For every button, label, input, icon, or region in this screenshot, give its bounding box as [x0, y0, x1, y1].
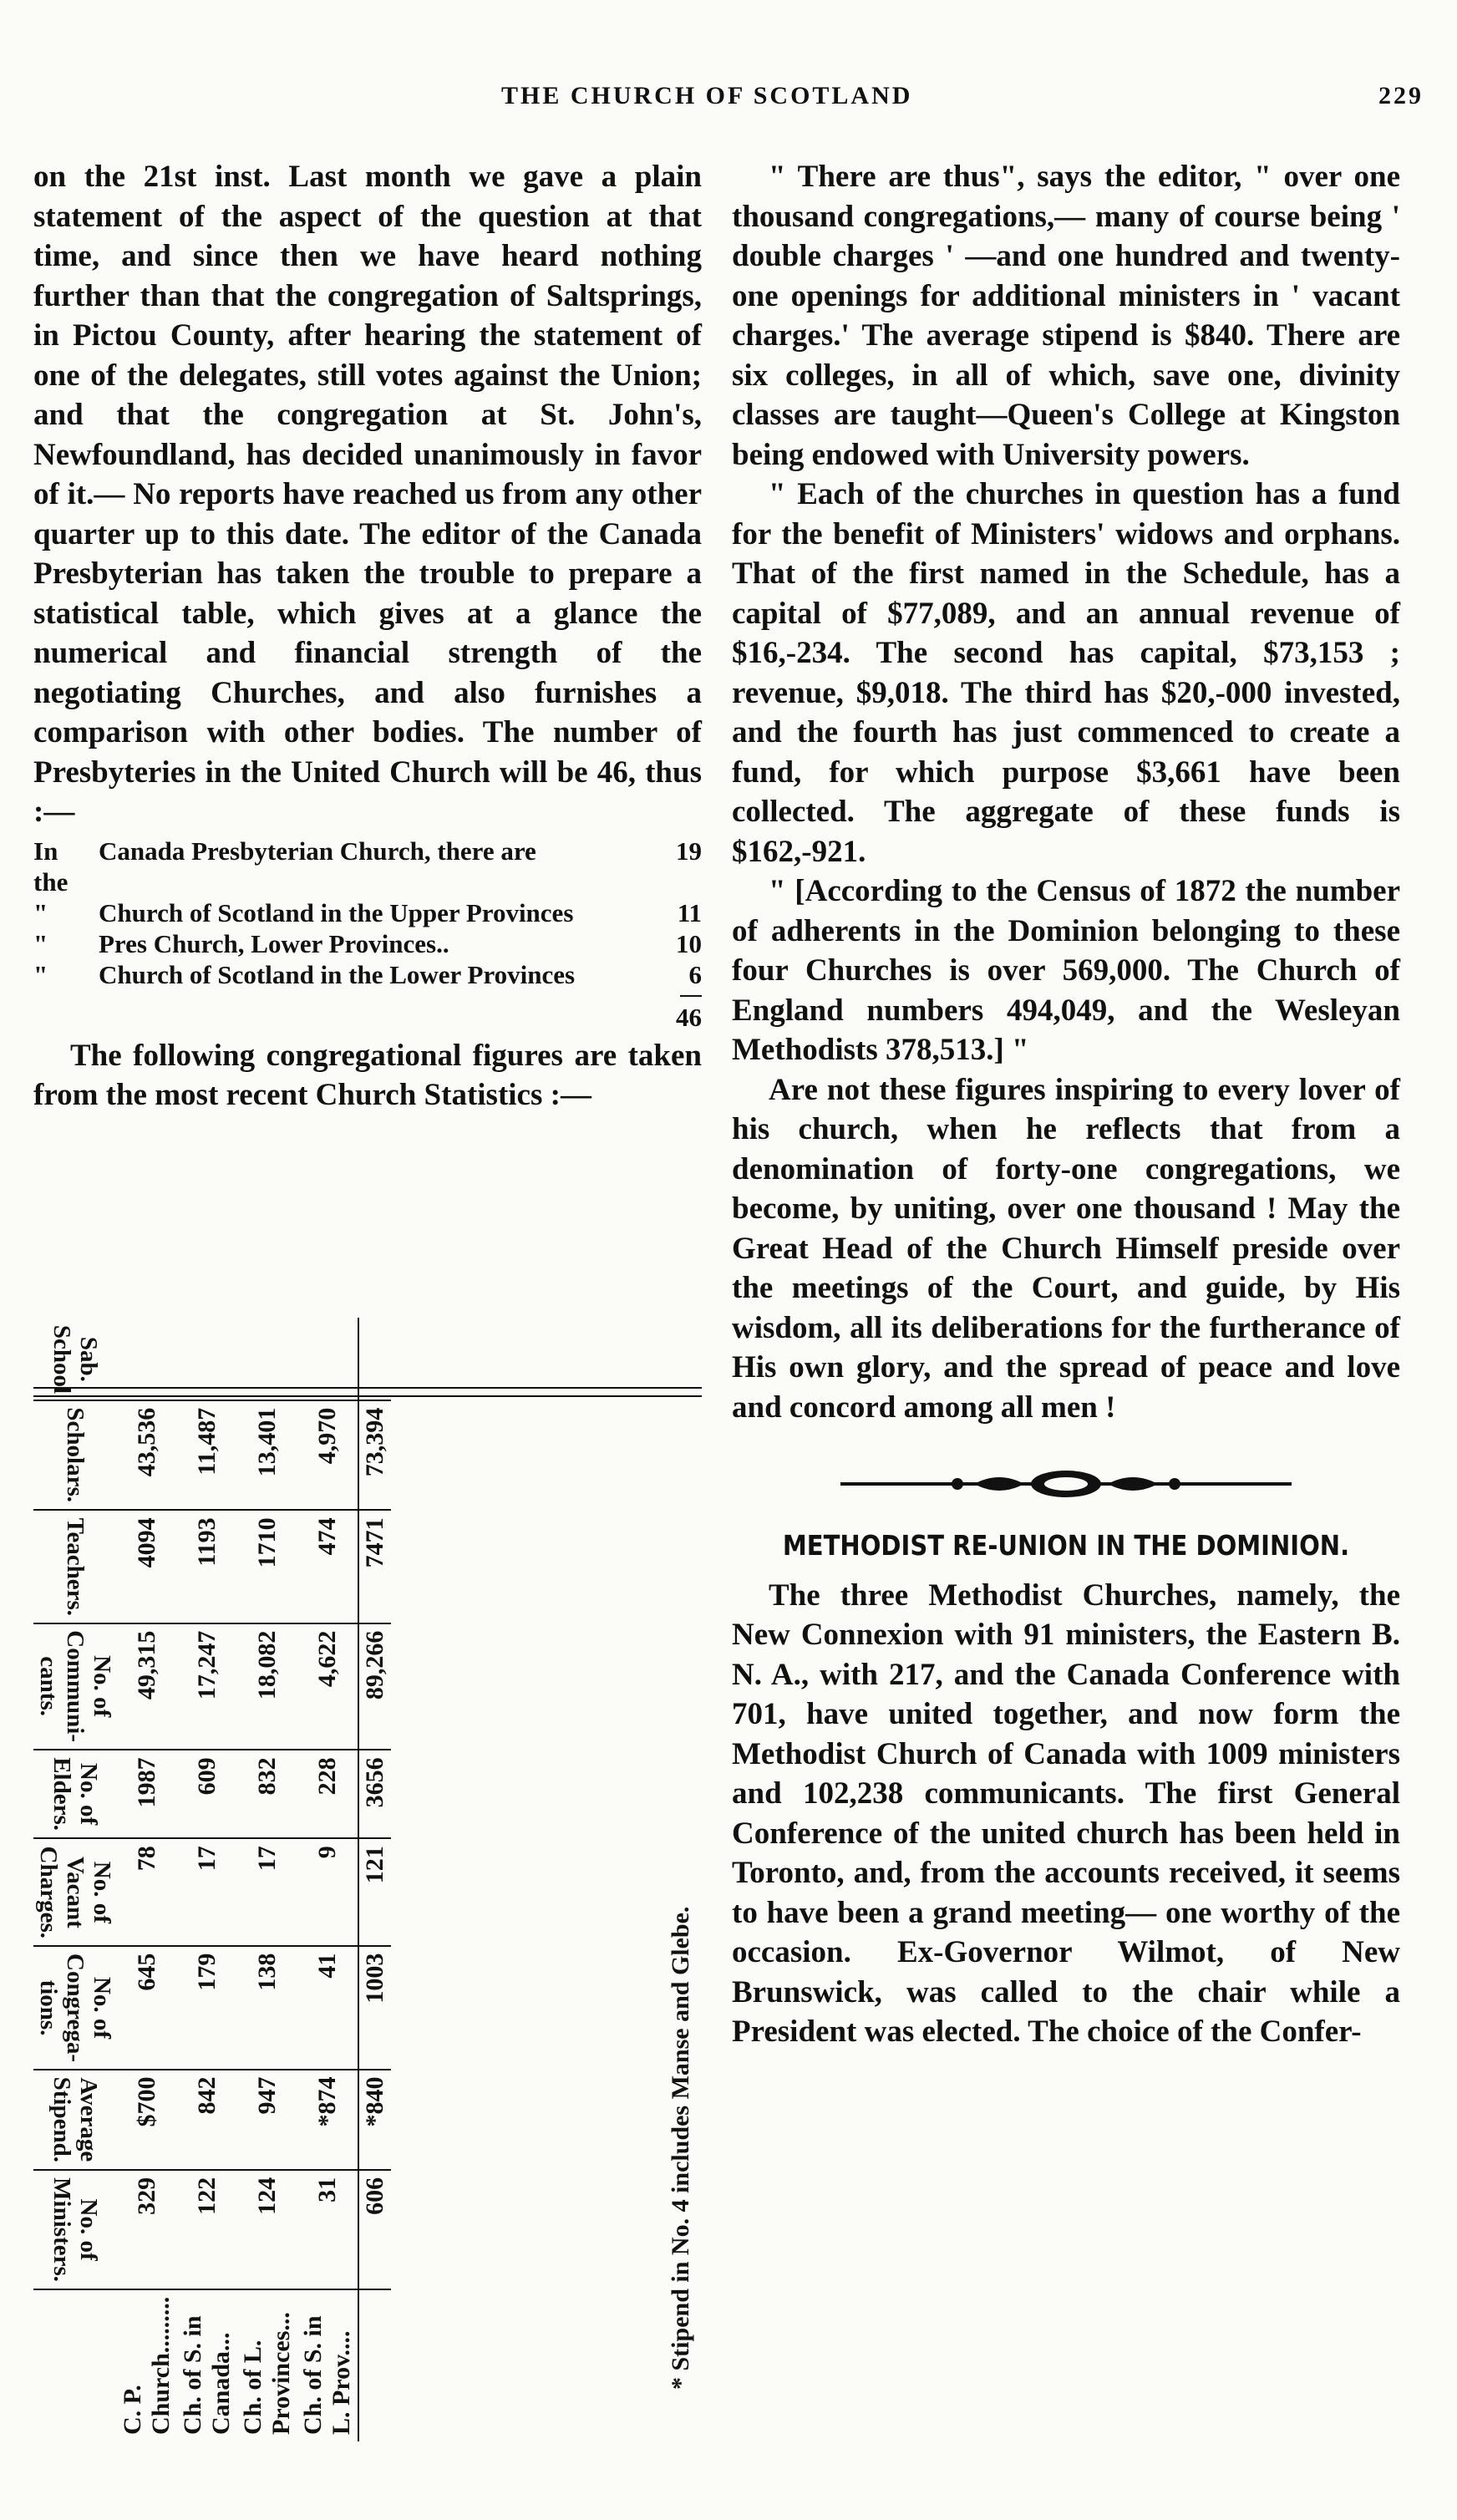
table-row: C. P. Church......... 329 $700 645 78 1987 49,315 4094 43,536 [117, 1318, 177, 2441]
column-header: No. of Vacant Charges. [33, 1838, 117, 1945]
statistics-table [33, 1324, 702, 2456]
running-title: THE CHURCH OF SCOTLAND [501, 82, 913, 109]
column-header: Average Stipend. [33, 2070, 117, 2170]
rotated-table [33, 1324, 668, 2441]
paragraph: The three Methodist Churches, namely, the New Connexion with 91 ministers, the Eastern B. N. A., with 217, and the Canada Conference with 701, have united together, and now form the Methodist Church of Canada with 1009 ministers and 102,238 communicants. The first General Conference of the united church has been held in Toronto, and, from the accounts received, it seems to have been a grand meeting— one worthy of the occasion. Ex-Governor Wilmot, of New Brunswick, was called to the chair while a President was elected. The choice of the Confer- [732, 1578, 1400, 2049]
paragraph: " Each of the churches in question has a fund for the benefit of Ministers' widows and orphans. That of the first named in the Schedule, has a capital of $77,089, and an annual revenue of $16,-234. The second has capital, $73,153 ; revenue, $9,018. The third has $20,-000 invested, and the fourth has just commenced to create a fund, for which purpose $3,661 have been collected. The aggregate of these funds is $162,-921. [732, 477, 1400, 869]
presbytery-row: In the Canada Presbyterian Church, there are 19 [33, 836, 702, 897]
paragraph: The following congregational figures are taken from the most recent Church Statistics :— [33, 1038, 702, 1112]
ornament-divider [732, 1467, 1400, 1501]
totals-row: 606 *840 1003 121 3656 89,266 7471 73,394 [358, 1318, 391, 2441]
column-header: No. of Elders. [33, 1750, 117, 1838]
table-row: Ch. of L. Provinces... 124 947 138 17 832 18,082 1710 13,401 [237, 1318, 297, 2441]
row-label: C. P. Church......... [119, 2296, 175, 2435]
sum-rule [680, 995, 702, 997]
presbytery-row: " Pres Church, Lower Provinces.. 10 [33, 928, 702, 958]
row-label: Ch. of L. Provinces... [239, 2312, 295, 2435]
presbytery-list [33, 836, 702, 1033]
right-column [732, 157, 1400, 2052]
group-header: Sab. School [33, 1318, 117, 1400]
page-number: 229 [1378, 82, 1424, 109]
paragraph: " There are thus", says the editor, " over one thousand congregations,— many of course being ' double charges ' —and one hundred and twenty-one openings for additional ministers in ' vacant charges.' The average stipend is $840. There are six colleges, in all of which, save one, divinity classes are taught—Queen's College at Kingston being endowed with University powers. [732, 160, 1400, 472]
paragraph: on the 21st inst. Last month we gave a plain statement of the aspect of the question at that time, and since then we have heard nothing further than that the congregation of Saltsprings, in Pictou County, after hearing the statement of one of the delegates, still votes against the Union; and that the congregation at St. John's, Newfoundland, has decided unanimously in favor of it.— No reports have reached us from any other quarter up to this date. The editor of the Canada Presbyterian has taken the trouble to prepare a statistical table, which gives at a glance the numerical and financial strength of the negotiating Churches, and also furnishes a comparison with other bodies. The number of Presbyteries in the United Church will be 46, thus :— [33, 160, 702, 829]
column-header: Scholars. [33, 1400, 117, 1511]
table-footnote [667, 1571, 713, 2390]
table-row: Ch. of S. in L. Prov.... 31 *874 41 9 228 4,622 474 4,970 [297, 1318, 358, 2441]
table-header-row [33, 1318, 117, 2441]
column-header: No. of Congrega-tions. [33, 1946, 117, 2070]
column-header: No. of Communi-cants. [33, 1623, 117, 1750]
row-label: Ch. of S. in L. Prov.... [299, 2315, 355, 2435]
column-header: Teachers. [33, 1510, 117, 1623]
table-row: Ch. of S. in Canada... 122 842 179 17 609 17,247 1193 11,487 [177, 1318, 237, 2441]
presbyteries-total: 46 [676, 1002, 702, 1032]
presbytery-row: " Church of Scotland in the Upper Provinces 11 [33, 897, 702, 927]
row-label: Ch. of S. in Canada... [179, 2315, 235, 2435]
section-heading: METHODIST RE-UNION IN THE DOMINION. [782, 1529, 1350, 1562]
column-header: No. of Ministers. [33, 2170, 117, 2289]
presbytery-row: " Church of Scotland in the Lower Provinces 6 [33, 959, 702, 989]
paragraph: " [According to the Census of 1872 the number of adherents in the Dominion belonging to these four Churches is over 569,000. The Church of England numbers 494,049, and the Wesleyan Methodists 378,513.] " [732, 874, 1400, 1067]
left-column [33, 157, 702, 1115]
paragraph: Are not these figures inspiring to every lover of his church, when he reflects that from a denomination of forty-one congregations, we become, by uniting, over one thousand ! May the Great Head of the Church Himself preside over the meetings of the Court, and guide, by His wisdom, all its deliberations for the furtherance of His own glory, and the spread of peace and love and concord among all men ! [732, 1072, 1400, 1425]
footnote-text: * Stipend in No. 4 includes Manse and Glebe. [667, 1906, 694, 2390]
